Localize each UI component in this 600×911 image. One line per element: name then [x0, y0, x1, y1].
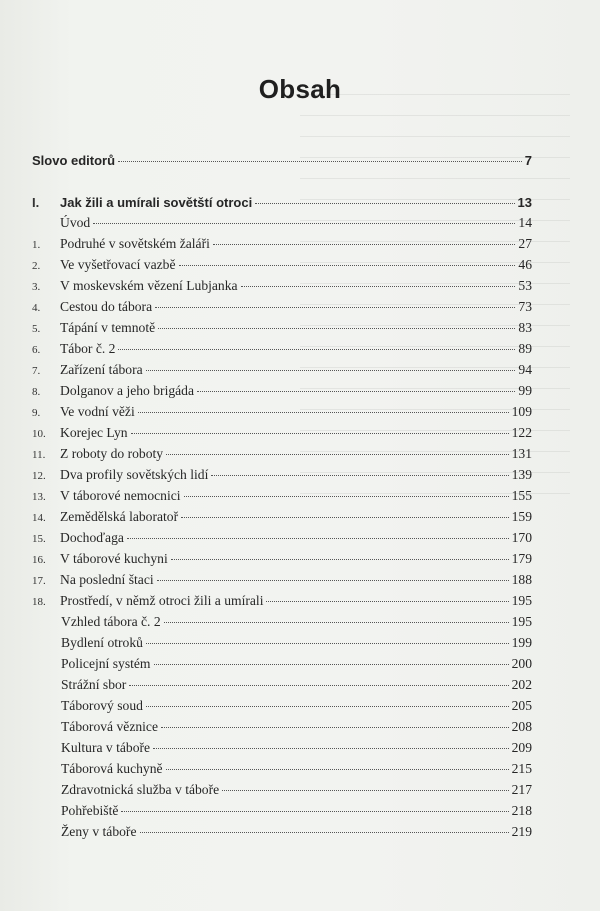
toc-subentry	[61, 612, 532, 632]
toc-page: 218	[511, 803, 532, 818]
toc-label: Dva profily sovětských lidí	[60, 467, 209, 482]
leader-dots	[121, 810, 508, 812]
toc-label: Prostředí, v němž otroci žili a umírali	[60, 593, 264, 608]
toc-page: 46	[518, 257, 532, 272]
toc-entry	[32, 151, 532, 171]
toc-label: Dochoďaga	[60, 530, 124, 545]
toc-entry	[32, 193, 532, 213]
toc-subentry	[61, 675, 532, 695]
leader-dots	[166, 768, 509, 770]
toc-subentry	[61, 633, 532, 653]
toc-number: 14.	[32, 512, 46, 524]
toc-number: 18.	[32, 596, 46, 608]
toc-number: 4.	[32, 302, 41, 314]
toc-number: 9.	[32, 407, 41, 419]
toc-entry	[60, 213, 532, 233]
toc-number: 8.	[32, 386, 41, 398]
toc-number: 7.	[32, 365, 41, 377]
toc-subentry	[61, 696, 532, 716]
toc-page: 83	[518, 320, 532, 335]
toc-entry	[32, 360, 532, 380]
toc-page: 27	[518, 236, 532, 251]
toc-page: 122	[511, 425, 532, 440]
toc-label: Táborový soud	[61, 698, 143, 713]
leader-dots	[197, 390, 515, 392]
toc-page: 195	[511, 614, 532, 629]
toc-label: Táborová věznice	[61, 719, 158, 734]
toc-page: 200	[511, 656, 532, 671]
toc-label: Ženy v táboře	[61, 824, 137, 839]
toc-label: Dolganov a jeho brigáda	[60, 383, 195, 398]
toc-page: 73	[518, 299, 532, 314]
toc-page: 219	[511, 824, 532, 839]
toc-entry	[32, 381, 532, 401]
toc-number: I.	[32, 195, 40, 210]
leader-dots	[157, 579, 509, 581]
leader-dots	[153, 747, 509, 749]
toc-page: 170	[511, 530, 532, 545]
toc-number: 17.	[32, 575, 46, 587]
toc-label: Vzhled tábora č. 2	[61, 614, 161, 629]
toc-entry	[32, 423, 532, 443]
leader-dots	[266, 600, 508, 602]
toc-entry	[32, 234, 532, 254]
toc-entry	[32, 591, 532, 611]
toc-page: 99	[518, 383, 532, 398]
leader-dots	[140, 831, 509, 833]
leader-dots	[131, 432, 509, 434]
leader-dots	[166, 453, 509, 455]
toc-subentry	[61, 717, 532, 737]
toc-label: Táborová kuchyně	[61, 761, 163, 776]
toc-number: 12.	[32, 470, 46, 482]
toc-page: 208	[511, 719, 532, 734]
toc-subentry	[61, 780, 532, 800]
leader-dots	[164, 621, 509, 623]
toc-number: 3.	[32, 281, 41, 293]
toc-label: Jak žili a umírali sovětští otroci	[60, 195, 253, 210]
toc-page: 179	[511, 551, 532, 566]
toc-label: V moskevském vězení Lubjanka	[60, 278, 238, 293]
toc-page: 202	[511, 677, 532, 692]
toc-entry	[32, 465, 532, 485]
toc-entry	[32, 297, 532, 317]
toc-page: 13	[517, 195, 532, 210]
toc-label: Korejec Lyn	[60, 425, 128, 440]
toc-label: Úvod	[60, 215, 91, 230]
toc-entry	[32, 486, 532, 506]
leader-dots	[138, 411, 509, 413]
toc-page: 188	[511, 572, 532, 587]
toc-subentry	[61, 738, 532, 758]
toc-entry	[32, 255, 532, 275]
toc-page: 131	[511, 446, 532, 461]
leader-dots	[118, 348, 515, 350]
toc-label: Policejní systém	[61, 656, 151, 671]
leader-dots	[161, 726, 509, 728]
toc-label: Pohřebiště	[61, 803, 119, 818]
leader-dots	[211, 474, 508, 476]
toc-page: 195	[511, 593, 532, 608]
toc-label: Kultura v táboře	[61, 740, 151, 755]
leader-dots	[184, 495, 509, 497]
toc-subentry	[61, 654, 532, 674]
toc-entry	[32, 570, 532, 590]
toc-entry	[32, 402, 532, 422]
leader-dots	[127, 537, 509, 539]
leader-dots	[213, 243, 516, 245]
leader-dots	[241, 285, 516, 287]
toc-page: 7	[524, 153, 532, 168]
leader-dots	[181, 516, 508, 518]
leader-dots	[129, 684, 508, 686]
toc-page: 94	[518, 362, 532, 377]
leader-dots	[146, 369, 516, 371]
leader-dots	[158, 327, 515, 329]
toc-page: 217	[511, 782, 532, 797]
toc-entry	[32, 549, 532, 569]
toc-page: 89	[518, 341, 532, 356]
toc-page: 215	[511, 761, 532, 776]
toc-number: 13.	[32, 491, 46, 503]
toc-number: 11.	[32, 449, 46, 461]
toc-page: 159	[511, 509, 532, 524]
toc-number: 1.	[32, 239, 41, 251]
toc-page: 205	[511, 698, 532, 713]
leader-dots	[255, 202, 514, 204]
leader-dots	[93, 222, 515, 224]
toc-entry	[32, 528, 532, 548]
page-title: Obsah	[258, 74, 342, 104]
toc-label: Bydlení otroků	[61, 635, 143, 650]
toc-label: Na poslední štaci	[60, 572, 154, 587]
toc-label: Cestou do tábora	[60, 299, 153, 314]
leader-dots	[118, 160, 522, 162]
toc-label: Ve vyšetřovací vazbě	[60, 257, 176, 272]
leader-dots	[146, 705, 509, 707]
toc-page: 139	[511, 467, 532, 482]
toc-label: Z roboty do roboty	[60, 446, 164, 461]
toc-label: V táborové nemocnici	[60, 488, 181, 503]
toc-label: Tábor č. 2	[60, 341, 116, 356]
toc-entry	[32, 507, 532, 527]
toc-page: 109	[511, 404, 532, 419]
toc-subentry	[61, 759, 532, 779]
toc-number: 2.	[32, 260, 41, 272]
toc-subentry	[61, 801, 532, 821]
toc-entry	[32, 444, 532, 464]
toc-label: Slovo editorů	[32, 153, 116, 168]
toc-entry	[32, 339, 532, 359]
toc-page: 14	[518, 215, 532, 230]
toc-page: 209	[511, 740, 532, 755]
toc-number: 15.	[32, 533, 46, 545]
leader-dots	[154, 663, 509, 665]
leader-dots	[222, 789, 508, 791]
toc-label: Ve vodní věži	[60, 404, 135, 419]
toc-page: 155	[511, 488, 532, 503]
toc-entry	[32, 276, 532, 296]
toc-number: 5.	[32, 323, 41, 335]
toc-label: Zdravotnická služba v táboře	[61, 782, 220, 797]
leader-dots	[171, 558, 509, 560]
toc-number: 16.	[32, 554, 46, 566]
toc-number: 6.	[32, 344, 41, 356]
toc-label: Zařízení tábora	[60, 362, 143, 377]
toc-number: 10.	[32, 428, 46, 440]
toc-label: Zemědělská laboratoř	[60, 509, 179, 524]
leader-dots	[155, 306, 515, 308]
leader-dots	[179, 264, 516, 266]
toc-subentry	[61, 822, 532, 842]
toc-label: Tápání v temnotě	[60, 320, 156, 335]
toc-label: Podruhé v sovětském žaláři	[60, 236, 210, 251]
toc-page: 199	[511, 635, 532, 650]
leader-dots	[146, 642, 509, 644]
toc-label: Strážní sbor	[61, 677, 127, 692]
toc-entry	[32, 318, 532, 338]
toc-page: 53	[518, 278, 532, 293]
toc-label: V táborové kuchyni	[60, 551, 168, 566]
